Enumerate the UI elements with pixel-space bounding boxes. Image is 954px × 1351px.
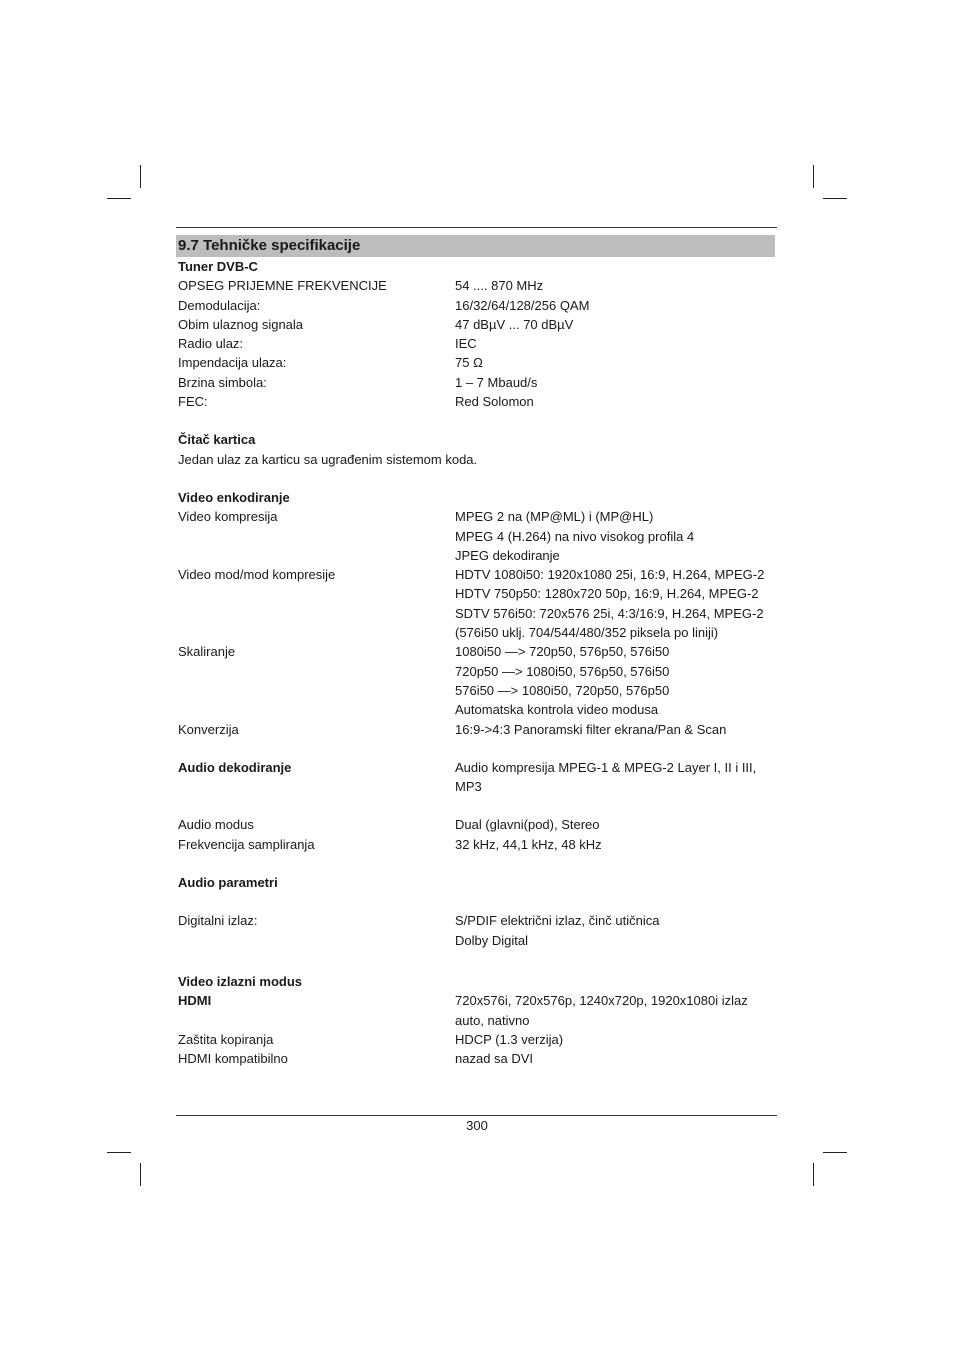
spec-value-line: Dual (glavni(pod), Stereo [455, 817, 600, 833]
spec-value-line: Automatska kontrola video modusa [455, 702, 659, 718]
spec-value [455, 392, 778, 411]
spec-label: Demodulacija: [178, 297, 261, 313]
spec-row [178, 392, 778, 411]
spec-value-line: 75 Ω [455, 355, 483, 371]
spec-label: FEC: [178, 394, 208, 410]
spec-row [178, 720, 778, 739]
spec-value [455, 1049, 778, 1068]
spec-value-line: 1 – 7 Mbaud/s [455, 374, 538, 390]
hdmi-label: HDMI [178, 993, 212, 1009]
hdmi-values [455, 991, 778, 1030]
spec-row [178, 353, 778, 372]
card-reader-text: Jedan ulaz za karticu sa ugrađenim sistemom koda. [178, 451, 478, 467]
video-encoding-table [178, 507, 778, 739]
spec-value-line: 16/32/64/128/256 QAM [455, 297, 590, 313]
spec-value [455, 276, 778, 295]
spec-value [455, 507, 778, 565]
crop-mark [140, 165, 141, 188]
spec-value-line: JPEG dekodiranje [455, 547, 560, 563]
spec-value-line: 720p50 —> 1080i50, 576p50, 576i50 [455, 663, 670, 679]
spec-label: Video mod/mod kompresije [178, 567, 336, 583]
audio-decoding-table [178, 815, 778, 854]
spec-label: Skaliranje [178, 644, 236, 660]
footer-rule [176, 1115, 777, 1116]
crop-mark [823, 198, 847, 199]
spec-row [178, 315, 778, 334]
spec-row [178, 815, 778, 834]
spec-value-line: Red Solomon [455, 394, 534, 410]
crop-mark [813, 165, 814, 188]
spec-row [178, 507, 778, 565]
spec-row [178, 276, 778, 295]
spec-label: OPSEG PRIJEMNE FREKVENCIJE [178, 278, 387, 294]
spec-content [178, 257, 778, 1068]
spec-value-line: 54 .... 870 MHz [455, 278, 544, 294]
header-rule [176, 227, 777, 228]
spec-row [178, 835, 778, 854]
spec-label: Konverzija [178, 721, 239, 737]
spec-value-line: HDCP (1.3 verzija) [455, 1031, 564, 1047]
spec-row [178, 565, 778, 642]
spec-label: Video kompresija [178, 509, 278, 525]
crop-mark [107, 198, 131, 199]
spec-value-line: 1080i50 —> 720p50, 576p50, 576i50 [455, 644, 670, 660]
card-reader-heading: Čitač kartica [178, 432, 256, 448]
spec-value-line: 720x576i, 720x576p, 1240x720p, 1920x1080i izlaz [455, 993, 748, 1009]
crop-mark [107, 1152, 131, 1153]
spec-label: HDMI kompatibilno [178, 1051, 288, 1067]
spec-value [455, 315, 778, 334]
section-title: 9.7 Tehničke specifikacije [176, 235, 775, 257]
spec-value [455, 911, 778, 950]
spec-label: Radio ulaz: [178, 336, 244, 352]
spec-value-line: HDTV 1080i50: 1920x1080 25i, 16:9, H.264, MPEG-2 [455, 567, 765, 583]
spec-value-line: 16:9->4:3 Panoramski filter ekrana/Pan & Scan [455, 721, 727, 737]
page-number: 300 [466, 1118, 488, 1133]
spec-label: Frekvencija sampliranja [178, 836, 315, 852]
audio-params-table [178, 911, 778, 950]
audio-params-heading: Audio parametri [178, 875, 278, 891]
spec-value [455, 565, 778, 642]
audio-decoding-heading: Audio dekodiranje [178, 759, 292, 775]
video-output-heading: Video izlazni modus [178, 973, 303, 989]
spec-value [455, 373, 778, 392]
audio-decoding-row [178, 758, 778, 797]
spec-value-line: 576i50 —> 1080i50, 720p50, 576p50 [455, 682, 670, 698]
crop-mark [823, 1152, 847, 1153]
spec-value-line: nazad sa DVI [455, 1051, 534, 1067]
spec-value [455, 334, 778, 353]
spec-value-line: MPEG 2 na (MP@ML) i (MP@HL) [455, 509, 654, 525]
spec-value-line: 47 dBµV ... 70 dBµV [455, 316, 574, 332]
spec-label: Digitalni izlaz: [178, 913, 258, 929]
spec-row [178, 296, 778, 315]
spec-row [178, 334, 778, 353]
spec-value-line: MP3 [455, 779, 482, 795]
video-encoding-heading: Video enkodiranje [178, 489, 290, 505]
spec-value-line: 32 kHz, 44,1 kHz, 48 kHz [455, 836, 602, 852]
spec-value-line: Dolby Digital [455, 932, 528, 948]
spec-label: Zaštita kopiranja [178, 1031, 274, 1047]
video-output-table [178, 1030, 778, 1069]
spec-value [455, 835, 778, 854]
tuner-heading: Tuner DVB-C [178, 259, 258, 274]
spec-row [178, 1030, 778, 1049]
spec-row [178, 373, 778, 392]
crop-mark [140, 1163, 141, 1186]
spec-label: Audio modus [178, 817, 254, 833]
spec-row [178, 911, 778, 950]
spec-row [178, 642, 778, 719]
spec-value-line: Audio kompresija MPEG-1 & MPEG-2 Layer I, II i III, [455, 759, 757, 775]
tuner-table [178, 276, 778, 411]
spec-value [455, 720, 778, 739]
spec-label: Obim ulaznog signala [178, 316, 304, 332]
spec-value [455, 296, 778, 315]
spec-value-line: HDTV 750p50: 1280x720 50p, 16:9, H.264, MPEG-2 [455, 586, 759, 602]
spec-value-line: (576i50 uklj. 704/544/480/352 piksela po liniji) [455, 625, 719, 641]
spec-value-line: MPEG 4 (H.264) na nivo visokog profila 4 [455, 528, 695, 544]
audio-decoding-values [455, 758, 778, 797]
spec-value [455, 815, 778, 834]
spec-value-line: SDTV 576i50: 720x576 25i, 4:3/16:9, H.264, MPEG-2 [455, 605, 764, 621]
spec-label: Brzina simbola: [178, 374, 267, 390]
spec-value [455, 642, 778, 719]
spec-label: Impendacija ulaza: [178, 355, 287, 371]
spec-row [178, 1049, 778, 1068]
hdmi-row [178, 991, 778, 1030]
spec-value [455, 353, 778, 372]
spec-value-line: S/PDIF električni izlaz, činč utičnica [455, 913, 660, 929]
spec-value-line: auto, nativno [455, 1012, 530, 1028]
spec-value [455, 1030, 778, 1049]
crop-mark [813, 1163, 814, 1186]
spec-value-line: IEC [455, 336, 477, 352]
